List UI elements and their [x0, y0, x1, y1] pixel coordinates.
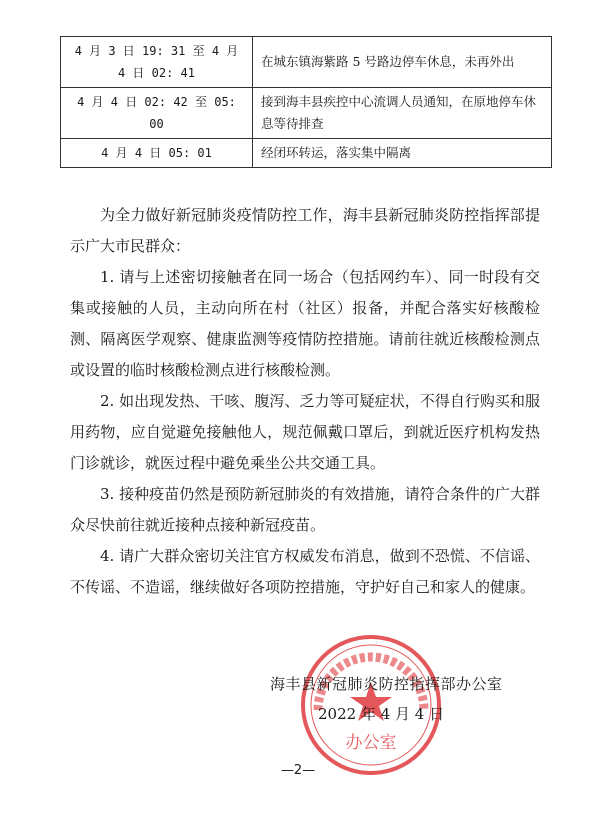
issue-date: 2022 年 4 月 4 日	[318, 705, 445, 723]
page-number: —2—	[280, 763, 316, 778]
seal-label: 办公室	[345, 733, 397, 753]
event-cell: 在城东镇海紫路 5 号路边停车休息，未再外出	[253, 37, 552, 88]
item-paragraph-4: 4. 请广大群众密切关注官方权威发布消息，做到不恐慌、不信谣、不传谣、不造谣，继续做好各项防控措施，守护好自己和家人的健康。	[70, 547, 540, 596]
signature-block	[0, 655, 596, 755]
item-paragraph-3: 3. 接种疫苗仍然是预防新冠肺炎的有效措施，请符合条件的广大群众尽快前往就近接种点接种新冠疫苗。	[70, 485, 540, 534]
intro-paragraph: 为全力做好新冠肺炎疫情防控工作，海丰县新冠肺炎防控指挥部提示广大市民群众：	[70, 206, 540, 255]
time-cell: 4 月 3 日 19: 31 至 4 月 4 日 02: 41	[61, 37, 253, 88]
notice-body	[70, 200, 540, 603]
item-paragraph-1: 1. 请与上述密切接触者在同一场合（包括网约车）、同一时段有交集或接触的人员，主动向所在村（社区）报备，并配合落实好核酸检测、隔离医学观察、健康监测等疫情防控措施。请前往就近核酸检测点或设置的临时核酸检测点进行核酸检测。	[70, 268, 540, 379]
table-row	[61, 37, 552, 88]
table-row	[61, 139, 552, 168]
table-row	[61, 88, 552, 139]
time-cell: 4 月 4 日 05: 01	[61, 139, 253, 168]
timeline-table	[60, 36, 552, 168]
issuing-organization: 海丰县新冠肺炎防控指挥部办公室	[270, 675, 503, 693]
event-cell: 经闭环转运，落实集中隔离	[253, 139, 552, 168]
event-cell: 接到海丰县疾控中心流调人员通知，在原地停车休息等待排查	[253, 88, 552, 139]
item-paragraph-2: 2. 如出现发热、干咳、腹泻、乏力等可疑症状，不得自行购买和服用药物，应自觉避免接触他人，规范佩戴口罩后，到就近医疗机构发热门诊就诊，就医过程中避免乘坐公共交通工具。	[70, 392, 540, 472]
time-cell: 4 月 4 日 02: 42 至 05: 00	[61, 88, 253, 139]
